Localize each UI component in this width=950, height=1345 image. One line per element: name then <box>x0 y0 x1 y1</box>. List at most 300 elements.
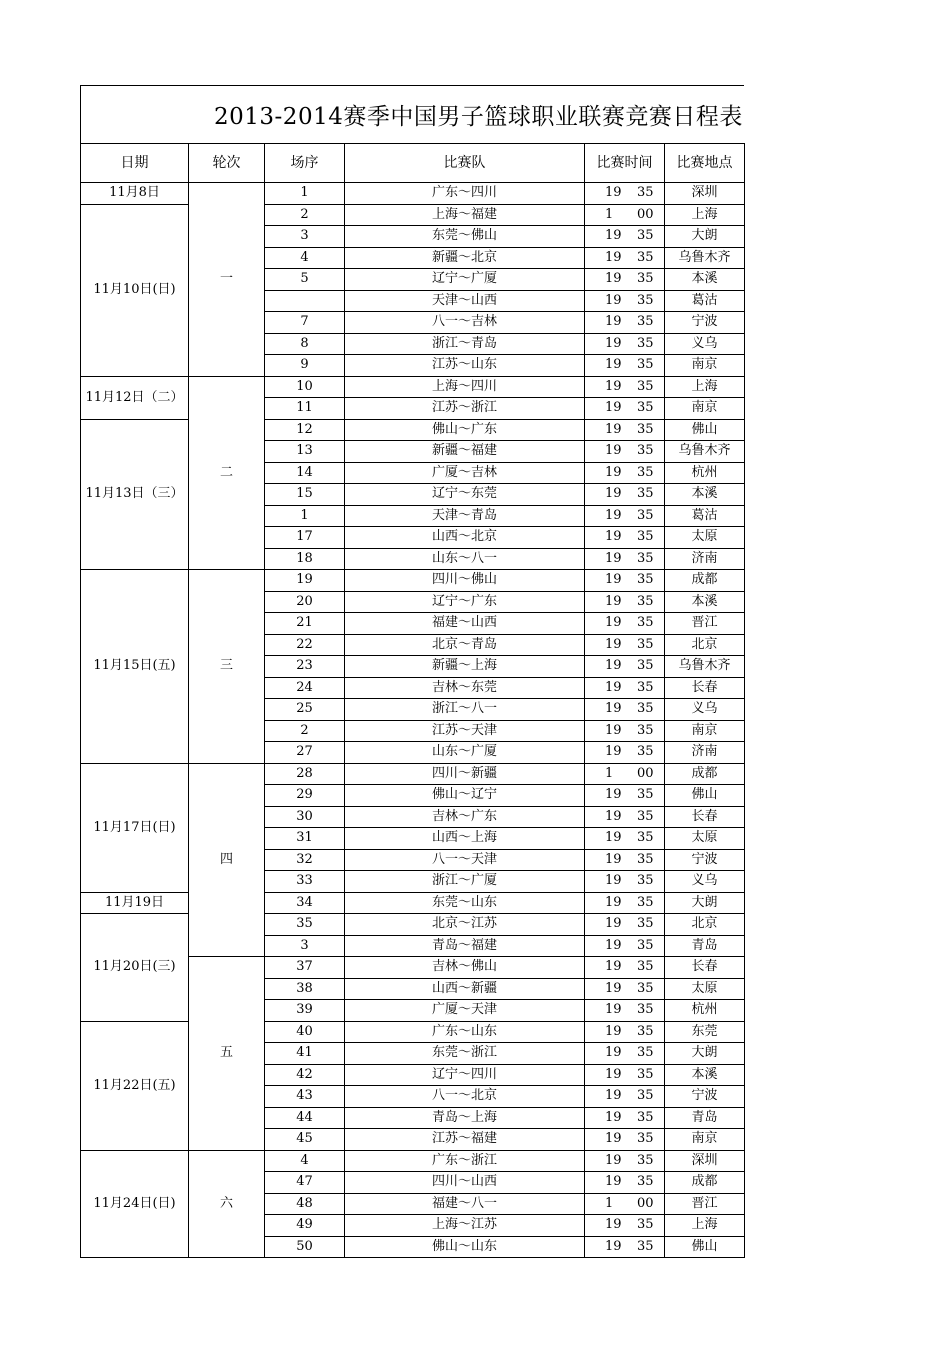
time-cell <box>585 613 665 635</box>
teams-cell: 东莞～山东 <box>345 892 585 914</box>
game-number: 50 <box>265 1236 345 1258</box>
time-cell <box>585 441 665 463</box>
table-row <box>81 892 745 914</box>
teams-cell: 浙江～八一 <box>345 699 585 721</box>
time-hour: 19 <box>605 593 622 609</box>
table-row <box>81 376 745 398</box>
venue-cell: 济南 <box>665 742 745 764</box>
game-number: 7 <box>265 312 345 334</box>
teams-cell: 四川～山西 <box>345 1172 585 1194</box>
time-hour: 19 <box>605 830 622 845</box>
teams-cell: 东莞～佛山 <box>345 226 585 248</box>
game-number: 39 <box>265 1000 345 1022</box>
venue-cell: 葛沽 <box>665 290 745 312</box>
time-minute: 35 <box>637 615 654 630</box>
venue-cell: 晋江 <box>665 1193 745 1215</box>
time-cell <box>585 742 665 764</box>
teams-cell: 山西～上海 <box>345 828 585 850</box>
time-hour: 1 <box>605 765 614 781</box>
time-minute: 35 <box>637 1023 654 1039</box>
teams-cell: 八一～北京 <box>345 1086 585 1108</box>
game-number: 30 <box>265 806 345 828</box>
time-cell <box>585 1107 665 1129</box>
venue-cell: 南京 <box>665 355 745 377</box>
time-cell <box>585 548 665 570</box>
teams-cell: 辽宁～广东 <box>345 591 585 613</box>
venue-cell: 本溪 <box>665 591 745 613</box>
date-cell: 11月24日(日) <box>81 1150 189 1258</box>
time-hour: 19 <box>605 1066 622 1082</box>
teams-cell: 山东～八一 <box>345 548 585 570</box>
time-minute: 00 <box>637 1195 654 1211</box>
time-hour: 19 <box>605 486 622 501</box>
venue-cell: 杭州 <box>665 1000 745 1022</box>
teams-cell: 北京～青岛 <box>345 634 585 656</box>
table-row <box>81 183 745 205</box>
time-cell <box>585 677 665 699</box>
game-number: 14 <box>265 462 345 484</box>
game-number <box>265 290 345 312</box>
date-cell: 11月17日(日) <box>81 763 189 892</box>
venue-cell: 佛山 <box>665 1236 745 1258</box>
venue-cell: 深圳 <box>665 1150 745 1172</box>
time-cell <box>585 419 665 441</box>
game-number: 9 <box>265 355 345 377</box>
venue-cell: 北京 <box>665 634 745 656</box>
game-number: 35 <box>265 914 345 936</box>
table-row <box>81 570 745 592</box>
time-hour: 19 <box>605 615 622 630</box>
time-minute: 35 <box>637 464 654 480</box>
time-cell <box>585 914 665 936</box>
teams-cell: 东莞～浙江 <box>345 1043 585 1065</box>
time-minute: 35 <box>637 959 654 974</box>
time-minute: 35 <box>637 937 654 953</box>
time-cell <box>585 656 665 678</box>
game-number: 4 <box>265 247 345 269</box>
time-minute: 35 <box>637 1131 654 1146</box>
time-cell <box>585 398 665 420</box>
date-cell: 11月15日(五) <box>81 570 189 764</box>
teams-cell: 山西～北京 <box>345 527 585 549</box>
time-minute: 35 <box>637 529 654 544</box>
time-cell <box>585 1129 665 1151</box>
date-cell: 11月22日(五) <box>81 1021 189 1150</box>
game-number: 40 <box>265 1021 345 1043</box>
game-number: 32 <box>265 849 345 871</box>
time-hour: 19 <box>605 1217 622 1232</box>
venue-cell: 北京 <box>665 914 745 936</box>
time-cell <box>585 978 665 1000</box>
game-number: 17 <box>265 527 345 549</box>
game-number: 11 <box>265 398 345 420</box>
time-minute: 35 <box>637 249 654 265</box>
time-minute: 35 <box>637 443 654 458</box>
venue-cell: 宁波 <box>665 312 745 334</box>
game-number: 22 <box>265 634 345 656</box>
table-row <box>81 419 745 441</box>
game-number: 1 <box>265 183 345 205</box>
teams-cell: 新疆～上海 <box>345 656 585 678</box>
time-hour: 1 <box>605 206 614 222</box>
time-hour: 19 <box>605 228 622 243</box>
time-minute: 35 <box>637 357 654 372</box>
venue-cell: 本溪 <box>665 484 745 506</box>
game-number: 47 <box>265 1172 345 1194</box>
time-cell <box>585 720 665 742</box>
round-cell: 六 <box>189 1150 265 1258</box>
round-cell: 二 <box>189 376 265 570</box>
time-minute: 35 <box>637 701 654 716</box>
venue-cell: 东莞 <box>665 1021 745 1043</box>
teams-cell: 江苏～山东 <box>345 355 585 377</box>
time-hour: 19 <box>605 1088 622 1103</box>
title-cell <box>80 85 744 143</box>
teams-cell: 江苏～天津 <box>345 720 585 742</box>
teams-cell: 天津～青岛 <box>345 505 585 527</box>
time-cell <box>585 1000 665 1022</box>
teams-cell: 江苏～福建 <box>345 1129 585 1151</box>
teams-cell: 辽宁～广厦 <box>345 269 585 291</box>
teams-cell: 新疆～北京 <box>345 247 585 269</box>
header-game-no: 场序 <box>265 144 345 183</box>
date-cell: 11月20日(三) <box>81 914 189 1022</box>
time-cell <box>585 785 665 807</box>
game-number: 28 <box>265 763 345 785</box>
time-hour: 19 <box>605 357 622 372</box>
venue-cell: 义乌 <box>665 699 745 721</box>
time-cell <box>585 892 665 914</box>
venue-cell: 青岛 <box>665 935 745 957</box>
time-minute: 35 <box>637 1152 654 1168</box>
game-number: 1 <box>265 505 345 527</box>
teams-cell: 佛山～辽宁 <box>345 785 585 807</box>
teams-cell: 吉林～广东 <box>345 806 585 828</box>
venue-cell: 上海 <box>665 204 745 226</box>
venue-cell: 大朗 <box>665 1043 745 1065</box>
time-cell <box>585 183 665 205</box>
time-minute: 35 <box>637 1066 654 1082</box>
time-cell <box>585 269 665 291</box>
time-cell <box>585 763 665 785</box>
venue-cell: 义乌 <box>665 871 745 893</box>
time-minute: 35 <box>637 808 654 824</box>
venue-cell: 大朗 <box>665 892 745 914</box>
time-hour: 19 <box>605 916 622 931</box>
time-cell <box>585 634 665 656</box>
game-number: 21 <box>265 613 345 635</box>
time-minute: 35 <box>637 271 654 286</box>
venue-cell: 太原 <box>665 527 745 549</box>
time-cell <box>585 484 665 506</box>
game-number: 5 <box>265 269 345 291</box>
time-hour: 19 <box>605 744 622 759</box>
time-cell <box>585 1193 665 1215</box>
time-minute: 35 <box>637 679 654 695</box>
time-hour: 19 <box>605 851 622 867</box>
teams-cell: 辽宁～四川 <box>345 1064 585 1086</box>
time-minute: 35 <box>637 636 654 652</box>
teams-cell: 八一～天津 <box>345 849 585 871</box>
header-row <box>81 144 745 183</box>
venue-cell: 义乌 <box>665 333 745 355</box>
time-minute: 35 <box>637 378 654 394</box>
time-hour: 19 <box>605 1238 622 1254</box>
venue-cell: 南京 <box>665 1129 745 1151</box>
game-number: 38 <box>265 978 345 1000</box>
date-cell: 11月13日（三） <box>81 419 189 570</box>
time-minute: 35 <box>637 873 654 888</box>
time-cell <box>585 806 665 828</box>
time-hour: 19 <box>605 378 622 394</box>
time-cell <box>585 935 665 957</box>
time-minute: 35 <box>637 314 654 329</box>
venue-cell: 晋江 <box>665 613 745 635</box>
teams-cell: 四川～佛山 <box>345 570 585 592</box>
time-hour: 19 <box>605 464 622 480</box>
time-hour: 19 <box>605 1109 622 1125</box>
game-number: 3 <box>265 226 345 248</box>
teams-cell: 佛山～广东 <box>345 419 585 441</box>
time-cell <box>585 290 665 312</box>
time-hour: 19 <box>605 701 622 716</box>
time-minute: 35 <box>637 1238 654 1254</box>
venue-cell: 佛山 <box>665 785 745 807</box>
venue-cell: 本溪 <box>665 1064 745 1086</box>
venue-cell: 济南 <box>665 548 745 570</box>
teams-cell: 广东～浙江 <box>345 1150 585 1172</box>
time-cell <box>585 312 665 334</box>
header-round: 轮次 <box>189 144 265 183</box>
venue-cell: 南京 <box>665 398 745 420</box>
game-number: 41 <box>265 1043 345 1065</box>
time-hour: 19 <box>605 873 622 888</box>
time-minute: 35 <box>637 1217 654 1232</box>
time-cell <box>585 204 665 226</box>
header-time: 比赛时间 <box>585 144 665 183</box>
time-cell <box>585 1150 665 1172</box>
game-number: 49 <box>265 1215 345 1237</box>
time-minute: 35 <box>637 851 654 867</box>
game-number: 13 <box>265 441 345 463</box>
time-hour: 19 <box>605 1131 622 1146</box>
venue-cell: 长春 <box>665 806 745 828</box>
time-minute: 35 <box>637 486 654 501</box>
game-number: 4 <box>265 1150 345 1172</box>
teams-cell: 上海～福建 <box>345 204 585 226</box>
date-cell: 11月10日(日) <box>81 204 189 376</box>
teams-cell: 新疆～福建 <box>345 441 585 463</box>
venue-cell: 太原 <box>665 828 745 850</box>
time-minute: 00 <box>637 206 654 222</box>
time-cell <box>585 247 665 269</box>
time-cell <box>585 957 665 979</box>
time-hour: 19 <box>605 335 622 351</box>
time-hour: 19 <box>605 507 622 523</box>
time-minute: 35 <box>637 185 654 200</box>
teams-cell: 八一～吉林 <box>345 312 585 334</box>
game-number: 23 <box>265 656 345 678</box>
game-number: 2 <box>265 204 345 226</box>
time-cell <box>585 1043 665 1065</box>
time-hour: 19 <box>605 894 622 910</box>
game-number: 20 <box>265 591 345 613</box>
game-number: 24 <box>265 677 345 699</box>
time-minute: 00 <box>637 765 654 781</box>
venue-cell: 杭州 <box>665 462 745 484</box>
game-number: 8 <box>265 333 345 355</box>
time-minute: 35 <box>637 1109 654 1125</box>
time-minute: 35 <box>637 894 654 910</box>
time-hour: 19 <box>605 572 622 587</box>
date-cell: 11月8日 <box>81 183 189 205</box>
game-number: 18 <box>265 548 345 570</box>
game-number: 48 <box>265 1193 345 1215</box>
teams-cell: 上海～四川 <box>345 376 585 398</box>
time-minute: 35 <box>637 1174 654 1189</box>
time-hour: 1 <box>605 1195 614 1211</box>
teams-cell: 山西～新疆 <box>345 978 585 1000</box>
time-hour: 19 <box>605 1152 622 1168</box>
teams-cell: 青岛～福建 <box>345 935 585 957</box>
time-hour: 19 <box>605 1023 622 1039</box>
time-cell <box>585 828 665 850</box>
header-teams: 比赛队 <box>345 144 585 183</box>
time-hour: 19 <box>605 679 622 695</box>
schedule-table <box>80 143 745 1258</box>
time-minute: 35 <box>637 830 654 845</box>
table-row <box>81 204 745 226</box>
teams-cell: 山东～广厦 <box>345 742 585 764</box>
time-minute: 35 <box>637 507 654 523</box>
time-minute: 35 <box>637 1002 654 1017</box>
time-hour: 19 <box>605 400 622 415</box>
time-cell <box>585 226 665 248</box>
venue-cell: 乌鲁木齐 <box>665 656 745 678</box>
table-row <box>81 914 745 936</box>
time-hour: 19 <box>605 529 622 544</box>
time-cell <box>585 849 665 871</box>
time-cell <box>585 355 665 377</box>
venue-cell: 上海 <box>665 1215 745 1237</box>
game-number: 27 <box>265 742 345 764</box>
time-hour: 19 <box>605 314 622 329</box>
time-cell <box>585 699 665 721</box>
venue-cell: 佛山 <box>665 419 745 441</box>
venue-cell: 南京 <box>665 720 745 742</box>
venue-cell: 宁波 <box>665 1086 745 1108</box>
game-number: 42 <box>265 1064 345 1086</box>
venue-cell: 乌鲁木齐 <box>665 247 745 269</box>
teams-cell: 福建～八一 <box>345 1193 585 1215</box>
game-number: 12 <box>265 419 345 441</box>
venue-cell: 乌鲁木齐 <box>665 441 745 463</box>
game-number: 31 <box>265 828 345 850</box>
teams-cell: 江苏～浙江 <box>345 398 585 420</box>
date-cell: 11月12日（二） <box>81 376 189 419</box>
time-minute: 35 <box>637 1045 654 1060</box>
time-cell <box>585 333 665 355</box>
game-number: 37 <box>265 957 345 979</box>
page-title: 2013-2014赛季中国男子篮球职业联赛竞赛日程表 <box>214 104 743 130</box>
time-hour: 19 <box>605 249 622 265</box>
table-row <box>81 763 745 785</box>
time-hour: 19 <box>605 658 622 673</box>
game-number: 29 <box>265 785 345 807</box>
time-hour: 19 <box>605 550 622 566</box>
time-minute: 35 <box>637 292 654 308</box>
time-cell <box>585 527 665 549</box>
teams-cell: 广东～山东 <box>345 1021 585 1043</box>
teams-cell: 佛山～山东 <box>345 1236 585 1258</box>
game-number: 43 <box>265 1086 345 1108</box>
teams-cell: 福建～山西 <box>345 613 585 635</box>
time-cell <box>585 1215 665 1237</box>
teams-cell: 天津～山西 <box>345 290 585 312</box>
teams-cell: 吉林～东莞 <box>345 677 585 699</box>
teams-cell: 北京～江苏 <box>345 914 585 936</box>
venue-cell: 宁波 <box>665 849 745 871</box>
time-hour: 19 <box>605 787 622 802</box>
time-hour: 19 <box>605 959 622 974</box>
game-number: 10 <box>265 376 345 398</box>
venue-cell: 成都 <box>665 570 745 592</box>
venue-cell: 青岛 <box>665 1107 745 1129</box>
time-hour: 19 <box>605 722 622 738</box>
time-minute: 35 <box>637 400 654 415</box>
venue-cell: 深圳 <box>665 183 745 205</box>
round-cell: 三 <box>189 570 265 764</box>
time-hour: 19 <box>605 271 622 286</box>
table-row <box>81 1021 745 1043</box>
venue-cell: 大朗 <box>665 226 745 248</box>
teams-cell: 四川～新疆 <box>345 763 585 785</box>
round-cell: 五 <box>189 957 265 1151</box>
time-cell <box>585 1236 665 1258</box>
game-number: 45 <box>265 1129 345 1151</box>
game-number: 19 <box>265 570 345 592</box>
round-cell: 一 <box>189 183 265 377</box>
time-hour: 19 <box>605 1002 622 1017</box>
time-hour: 19 <box>605 443 622 458</box>
time-minute: 35 <box>637 980 654 996</box>
time-minute: 35 <box>637 916 654 931</box>
time-hour: 19 <box>605 1174 622 1189</box>
venue-cell: 长春 <box>665 677 745 699</box>
game-number: 25 <box>265 699 345 721</box>
time-cell <box>585 1172 665 1194</box>
time-minute: 35 <box>637 744 654 759</box>
time-cell <box>585 1086 665 1108</box>
time-hour: 19 <box>605 937 622 953</box>
game-number: 44 <box>265 1107 345 1129</box>
time-minute: 35 <box>637 658 654 673</box>
time-minute: 35 <box>637 593 654 609</box>
venue-cell: 葛沽 <box>665 505 745 527</box>
teams-cell: 浙江～青岛 <box>345 333 585 355</box>
teams-cell: 辽宁～东莞 <box>345 484 585 506</box>
round-cell: 四 <box>189 763 265 957</box>
game-number: 3 <box>265 935 345 957</box>
time-cell <box>585 505 665 527</box>
time-cell <box>585 462 665 484</box>
teams-cell: 上海～江苏 <box>345 1215 585 1237</box>
time-minute: 35 <box>637 722 654 738</box>
time-hour: 19 <box>605 292 622 308</box>
time-minute: 35 <box>637 787 654 802</box>
time-cell <box>585 1021 665 1043</box>
teams-cell: 广东～四川 <box>345 183 585 205</box>
